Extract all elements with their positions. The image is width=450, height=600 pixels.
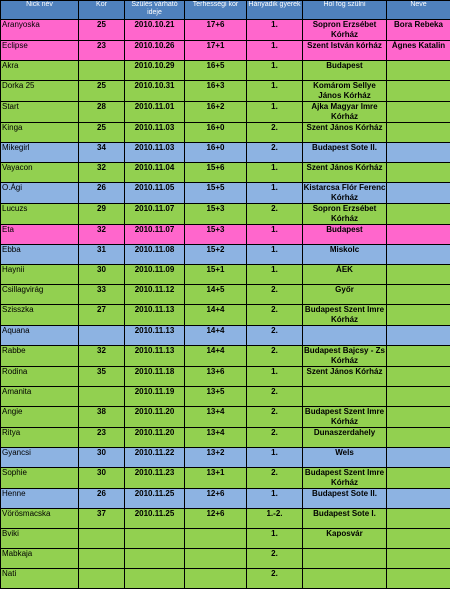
cell-due-date[interactable]: 2010.11.22 xyxy=(125,448,185,468)
cell-pregnancy-week[interactable]: 14+4 xyxy=(185,326,247,346)
table-row xyxy=(1,346,450,367)
header-row xyxy=(1,1,450,20)
table-row xyxy=(1,81,450,102)
cell-hospital[interactable]: Kaposvár xyxy=(303,529,387,549)
cell-pregnancy-week[interactable]: 15+3 xyxy=(185,204,247,225)
cell-due-date[interactable]: 2010.11.20 xyxy=(125,407,185,428)
cell-pregnancy-week[interactable]: 17+6 xyxy=(185,20,247,41)
cell-pregnancy-week[interactable]: 16+0 xyxy=(185,143,247,163)
table-body xyxy=(1,20,450,589)
cell-pregnancy-week[interactable]: 14+5 xyxy=(185,285,247,305)
table-row xyxy=(1,489,450,509)
cell-pregnancy-week[interactable]: 13+1 xyxy=(185,468,247,489)
cell-baby-name[interactable] xyxy=(387,102,450,123)
cell-baby-name[interactable] xyxy=(387,81,450,102)
cell-baby-name[interactable] xyxy=(387,569,450,589)
cell-age[interactable]: 30 xyxy=(79,265,125,285)
header-pregnancy-week[interactable]: Terhességi kor xyxy=(185,1,247,20)
cell-due-date[interactable]: 2010.11.07 xyxy=(125,225,185,245)
cell-child-number[interactable]: 1. xyxy=(247,41,303,61)
cell-nick[interactable]: Mabkaja xyxy=(1,549,79,569)
table-row xyxy=(1,41,450,61)
cell-pregnancy-week[interactable]: 15+5 xyxy=(185,183,247,204)
cell-child-number[interactable]: 2. xyxy=(247,285,303,305)
cell-hospital[interactable]: Dunaszerdahely xyxy=(303,428,387,448)
cell-age[interactable]: 32 xyxy=(79,225,125,245)
cell-hospital[interactable]: Miskolc xyxy=(303,245,387,265)
cell-nick[interactable]: Gyancsi xyxy=(1,448,79,468)
cell-child-number[interactable]: 2. xyxy=(247,305,303,326)
cell-baby-name[interactable] xyxy=(387,326,450,346)
cell-hospital[interactable]: Ajka Magyar Imre Kórház xyxy=(303,102,387,123)
cell-age[interactable]: 30 xyxy=(79,448,125,468)
cell-hospital[interactable]: Budapest Szent Imre Kórház xyxy=(303,407,387,428)
cell-nick[interactable]: Haynii xyxy=(1,265,79,285)
cell-baby-name[interactable]: Bora Rebeka xyxy=(387,20,450,41)
cell-hospital[interactable]: Budapest Sote I. xyxy=(303,509,387,529)
cell-age[interactable] xyxy=(79,61,125,81)
cell-age[interactable]: 25 xyxy=(79,123,125,143)
cell-nick[interactable]: Aranyoska xyxy=(1,20,79,41)
cell-nick[interactable]: Lucuzs xyxy=(1,204,79,225)
cell-age[interactable]: 37 xyxy=(79,509,125,529)
table-row xyxy=(1,448,450,468)
cell-due-date[interactable]: 2010.11.01 xyxy=(125,102,185,123)
cell-child-number[interactable]: 2. xyxy=(247,387,303,407)
cell-baby-name[interactable] xyxy=(387,285,450,305)
cell-nick[interactable]: Csillagvirág xyxy=(1,285,79,305)
cell-baby-name[interactable] xyxy=(387,448,450,468)
cell-child-number[interactable]: 1.-2. xyxy=(247,509,303,529)
cell-due-date[interactable]: 2010.11.20 xyxy=(125,428,185,448)
cell-nick[interactable]: Ritya xyxy=(1,428,79,448)
cell-nick[interactable]: Rodina xyxy=(1,367,79,387)
table-row xyxy=(1,265,450,285)
cell-child-number[interactable]: 1. xyxy=(247,20,303,41)
cell-age[interactable]: 23 xyxy=(79,428,125,448)
cell-hospital[interactable]: Sopron Erzsébet Kórház xyxy=(303,20,387,41)
cell-pregnancy-week[interactable]: 16+3 xyxy=(185,81,247,102)
cell-age[interactable]: 26 xyxy=(79,183,125,204)
header-baby-name[interactable]: Neve xyxy=(387,1,450,20)
cell-age[interactable] xyxy=(79,326,125,346)
cell-pregnancy-week[interactable]: 13+5 xyxy=(185,387,247,407)
cell-hospital[interactable]: ÁEK xyxy=(303,265,387,285)
cell-child-number[interactable]: 1. xyxy=(247,367,303,387)
cell-age[interactable]: 30 xyxy=(79,468,125,489)
cell-child-number[interactable]: 2. xyxy=(247,569,303,589)
cell-baby-name[interactable] xyxy=(387,61,450,81)
cell-child-number[interactable]: 2. xyxy=(247,204,303,225)
cell-baby-name[interactable] xyxy=(387,163,450,183)
cell-due-date[interactable]: 2010.11.08 xyxy=(125,245,185,265)
cell-child-number[interactable]: 1. xyxy=(247,265,303,285)
cell-due-date[interactable]: 2010.11.13 xyxy=(125,326,185,346)
cell-pregnancy-week[interactable]: 13+4 xyxy=(185,428,247,448)
cell-due-date[interactable]: 2010.11.25 xyxy=(125,509,185,529)
cell-age[interactable]: 26 xyxy=(79,489,125,509)
table-row xyxy=(1,285,450,305)
header-due-date[interactable]: Szülés várható ideje xyxy=(125,1,185,20)
cell-hospital[interactable]: Budapest Sote II. xyxy=(303,489,387,509)
cell-child-number[interactable]: 1. xyxy=(247,61,303,81)
table-row xyxy=(1,569,450,589)
cell-age[interactable]: 28 xyxy=(79,102,125,123)
cell-hospital[interactable]: Budapest xyxy=(303,61,387,81)
table-row xyxy=(1,183,450,204)
table-row xyxy=(1,468,450,489)
cell-pregnancy-week[interactable] xyxy=(185,569,247,589)
cell-baby-name[interactable] xyxy=(387,225,450,245)
cell-child-number[interactable]: 2. xyxy=(247,428,303,448)
cell-age[interactable]: 29 xyxy=(79,204,125,225)
cell-pregnancy-week[interactable]: 13+4 xyxy=(185,407,247,428)
table-row xyxy=(1,387,450,407)
cell-baby-name[interactable] xyxy=(387,143,450,163)
cell-child-number[interactable]: 1. xyxy=(247,102,303,123)
cell-nick[interactable]: Ebba xyxy=(1,245,79,265)
cell-baby-name[interactable] xyxy=(387,468,450,489)
cell-child-number[interactable]: 1. xyxy=(247,245,303,265)
table-row xyxy=(1,509,450,529)
cell-age[interactable]: 23 xyxy=(79,41,125,61)
cell-child-number[interactable]: 2. xyxy=(247,549,303,569)
table-row xyxy=(1,102,450,123)
cell-nick[interactable]: Szisszka xyxy=(1,305,79,326)
table-row xyxy=(1,20,450,41)
cell-nick[interactable]: Henne xyxy=(1,489,79,509)
cell-age[interactable]: 32 xyxy=(79,163,125,183)
cell-pregnancy-week[interactable] xyxy=(185,529,247,549)
cell-due-date[interactable]: 2010.11.04 xyxy=(125,163,185,183)
cell-hospital[interactable]: Szent János Kórház xyxy=(303,163,387,183)
cell-nick[interactable]: Eta xyxy=(1,225,79,245)
cell-due-date[interactable]: 2010.11.25 xyxy=(125,489,185,509)
cell-hospital[interactable]: Szent István kórház xyxy=(303,41,387,61)
cell-pregnancy-week[interactable]: 14+4 xyxy=(185,305,247,326)
table-row xyxy=(1,245,450,265)
cell-due-date[interactable]: 2010.10.21 xyxy=(125,20,185,41)
cell-baby-name[interactable] xyxy=(387,509,450,529)
cell-baby-name[interactable] xyxy=(387,204,450,225)
cell-age[interactable]: 32 xyxy=(79,346,125,367)
cell-hospital[interactable]: Wels xyxy=(303,448,387,468)
table-row xyxy=(1,123,450,143)
cell-child-number[interactable]: 1. xyxy=(247,183,303,204)
cell-pregnancy-week[interactable]: 16+0 xyxy=(185,123,247,143)
cell-due-date[interactable]: 2010.11.09 xyxy=(125,265,185,285)
cell-hospital[interactable]: Szent János Kórház xyxy=(303,367,387,387)
cell-due-date[interactable]: 2010.11.12 xyxy=(125,285,185,305)
cell-due-date[interactable] xyxy=(125,569,185,589)
cell-due-date[interactable]: 2010.10.26 xyxy=(125,41,185,61)
cell-baby-name[interactable] xyxy=(387,346,450,367)
cell-nick[interactable]: Eclipse xyxy=(1,41,79,61)
cell-hospital[interactable]: Szent János Kórház xyxy=(303,123,387,143)
cell-pregnancy-week[interactable]: 16+5 xyxy=(185,61,247,81)
cell-due-date[interactable]: 2010.11.07 xyxy=(125,204,185,225)
cell-hospital[interactable]: Budapest Sote II. xyxy=(303,143,387,163)
cell-baby-name[interactable] xyxy=(387,549,450,569)
table-row xyxy=(1,407,450,428)
cell-nick[interactable]: Aquana xyxy=(1,326,79,346)
cell-pregnancy-week[interactable]: 15+1 xyxy=(185,265,247,285)
cell-child-number[interactable]: 1. xyxy=(247,529,303,549)
cell-hospital[interactable] xyxy=(303,387,387,407)
cell-nick[interactable]: Bviki xyxy=(1,529,79,549)
cell-pregnancy-week[interactable] xyxy=(185,549,247,569)
cell-age[interactable] xyxy=(79,549,125,569)
cell-baby-name[interactable] xyxy=(387,529,450,549)
cell-baby-name[interactable] xyxy=(387,428,450,448)
cell-hospital[interactable] xyxy=(303,326,387,346)
cell-nick[interactable]: Nati xyxy=(1,569,79,589)
cell-baby-name[interactable] xyxy=(387,367,450,387)
cell-due-date[interactable] xyxy=(125,549,185,569)
cell-due-date[interactable]: 2010.11.03 xyxy=(125,123,185,143)
cell-nick[interactable]: Amanita xyxy=(1,387,79,407)
table-row xyxy=(1,305,450,326)
cell-hospital[interactable]: Budapest Szent Imre Kórház xyxy=(303,305,387,326)
cell-due-date[interactable]: 2010.11.05 xyxy=(125,183,185,204)
cell-pregnancy-week[interactable]: 15+6 xyxy=(185,163,247,183)
cell-due-date[interactable]: 2010.11.23 xyxy=(125,468,185,489)
cell-child-number[interactable]: 2. xyxy=(247,326,303,346)
cell-baby-name[interactable] xyxy=(387,123,450,143)
cell-baby-name[interactable] xyxy=(387,407,450,428)
cell-age[interactable]: 33 xyxy=(79,285,125,305)
cell-age[interactable]: 38 xyxy=(79,407,125,428)
cell-baby-name[interactable] xyxy=(387,305,450,326)
cell-hospital[interactable] xyxy=(303,569,387,589)
cell-nick[interactable]: Kinga xyxy=(1,123,79,143)
table-row xyxy=(1,163,450,183)
cell-due-date[interactable]: 2010.10.31 xyxy=(125,81,185,102)
cell-due-date[interactable]: 2010.11.13 xyxy=(125,305,185,326)
cell-baby-name[interactable]: Ágnes Katalin xyxy=(387,41,450,61)
header-age[interactable]: Kor xyxy=(79,1,125,20)
table-row xyxy=(1,428,450,448)
cell-due-date[interactable]: 2010.11.18 xyxy=(125,367,185,387)
cell-hospital[interactable]: Budapest Szent Imre Kórház xyxy=(303,468,387,489)
cell-due-date[interactable]: 2010.11.19 xyxy=(125,387,185,407)
cell-child-number[interactable]: 2. xyxy=(247,407,303,428)
table-row xyxy=(1,225,450,245)
header-hospital[interactable]: Hol fog szülni xyxy=(303,1,387,20)
cell-hospital[interactable]: Budapest Bajcsy - Zs Kórház xyxy=(304,346,385,365)
cell-pregnancy-week[interactable]: 12+6 xyxy=(185,509,247,529)
cell-age[interactable]: 31 xyxy=(79,245,125,265)
cell-age[interactable] xyxy=(79,529,125,549)
cell-age[interactable]: 34 xyxy=(79,143,125,163)
header-child-number[interactable]: Hányadik gyerek xyxy=(247,1,303,20)
cell-pregnancy-week[interactable]: 12+6 xyxy=(185,489,247,509)
cell-child-number[interactable]: 2. xyxy=(247,123,303,143)
cell-hospital[interactable]: Győr xyxy=(303,285,387,305)
table-row xyxy=(1,143,450,163)
cell-nick[interactable]: Rabbe xyxy=(1,346,79,367)
cell-age[interactable]: 35 xyxy=(79,367,125,387)
cell-age[interactable]: 27 xyxy=(79,305,125,326)
cell-hospital[interactable]: Kistarcsa Flór Ferenc Kórház xyxy=(303,183,386,202)
cell-child-number[interactable]: 1. xyxy=(247,489,303,509)
cell-age[interactable]: 25 xyxy=(79,81,125,102)
cell-child-number[interactable]: 2. xyxy=(247,468,303,489)
cell-nick[interactable]: Akra xyxy=(1,61,79,81)
cell-nick[interactable]: Angie xyxy=(1,407,79,428)
cell-pregnancy-week[interactable]: 13+6 xyxy=(185,367,247,387)
cell-age[interactable] xyxy=(79,387,125,407)
cell-hospital[interactable]: Sopron Erzsébet Kórház xyxy=(303,204,387,225)
cell-nick[interactable]: Sophie xyxy=(1,468,79,489)
cell-age[interactable]: 25 xyxy=(79,20,125,41)
table-row xyxy=(1,367,450,387)
cell-pregnancy-week[interactable]: 15+3 xyxy=(185,225,247,245)
cell-pregnancy-week[interactable]: 14+4 xyxy=(185,346,247,367)
cell-hospital[interactable]: Komárom Sellye János Kórház xyxy=(303,81,387,102)
cell-nick[interactable]: Vörösmacska xyxy=(1,509,79,529)
cell-hospital[interactable]: Budapest xyxy=(303,225,387,245)
cell-child-number[interactable]: 1. xyxy=(247,163,303,183)
cell-baby-name[interactable] xyxy=(387,245,450,265)
cell-nick[interactable]: Mikegirl xyxy=(1,143,79,163)
cell-age[interactable] xyxy=(79,569,125,589)
cell-child-number[interactable]: 1. xyxy=(247,225,303,245)
cell-pregnancy-week[interactable]: 16+2 xyxy=(185,102,247,123)
cell-nick[interactable]: O.Ági xyxy=(1,183,79,204)
cell-child-number[interactable]: 2. xyxy=(247,143,303,163)
cell-hospital[interactable] xyxy=(303,549,387,569)
cell-baby-name[interactable] xyxy=(387,183,450,204)
cell-due-date[interactable] xyxy=(125,529,185,549)
table-row xyxy=(1,549,450,569)
table-row xyxy=(1,529,450,549)
header-nick[interactable]: Nick név xyxy=(1,1,79,20)
cell-due-date[interactable]: 2010.11.13 xyxy=(125,346,185,367)
cell-child-number[interactable]: 1. xyxy=(247,448,303,468)
cell-baby-name[interactable] xyxy=(387,265,450,285)
cell-due-date[interactable]: 2010.11.03 xyxy=(125,143,185,163)
cell-baby-name[interactable] xyxy=(387,489,450,509)
table-row xyxy=(1,61,450,81)
cell-due-date[interactable]: 2010.10.29 xyxy=(125,61,185,81)
cell-pregnancy-week[interactable]: 15+2 xyxy=(185,245,247,265)
table-row xyxy=(1,204,450,225)
cell-pregnancy-week[interactable]: 13+2 xyxy=(185,448,247,468)
cell-nick[interactable]: Dorka 25 xyxy=(1,81,79,102)
cell-nick[interactable]: Start xyxy=(1,102,79,123)
cell-child-number[interactable]: 1. xyxy=(247,81,303,102)
cell-nick[interactable]: Vayacon xyxy=(1,163,79,183)
cell-pregnancy-week[interactable]: 17+1 xyxy=(185,41,247,61)
cell-child-number[interactable]: 2. xyxy=(247,346,303,367)
table-row xyxy=(1,326,450,346)
cell-baby-name[interactable] xyxy=(387,387,450,407)
